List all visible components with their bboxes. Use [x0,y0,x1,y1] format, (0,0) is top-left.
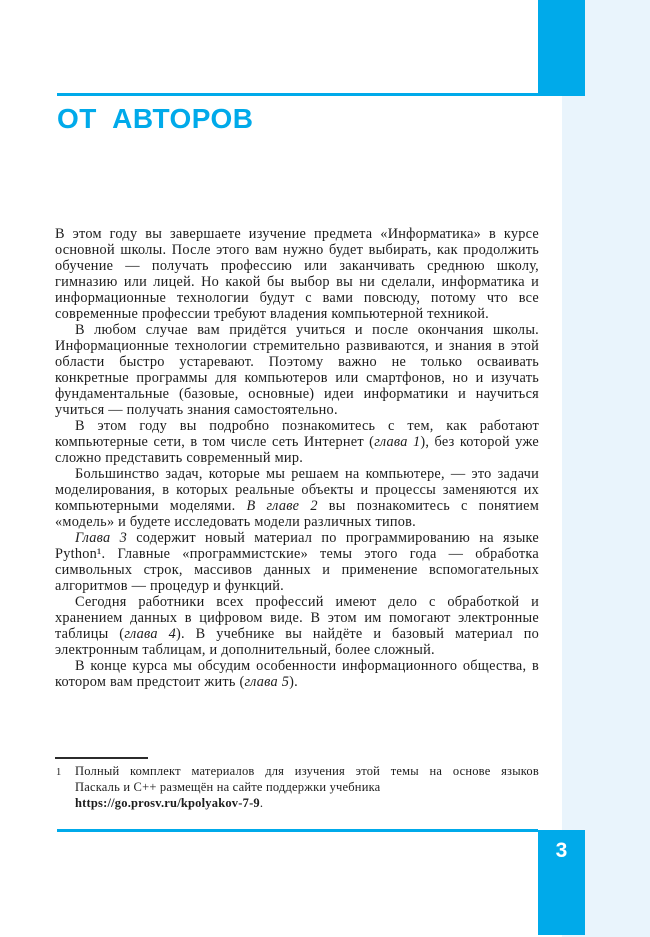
right-margin-band [562,0,650,937]
bottom-rule [57,829,538,832]
footnote [55,757,539,812]
body-text [55,226,539,690]
paragraph: Сегодня работники всех профессий имеют дело с обработкой и хранением данных в цифровом виде. В этом им помогают электронные таблицы (глава 4). В учебнике вы найдёте и базовый материал по электронным таблицам, и дополнительный, более сложный. [55,594,539,658]
page-number: 3 [555,839,568,862]
paragraph: В этом году вы завершаете изучение предмета «Информатика» в курсе основной школы. После этого вам нужно будет выбирать, как продолжить обучение — получать профессию или заканчивать среднюю школу, гимназию или лицей. Но какой бы выбор вы ни сделали, информатика и информационные технологии будут с вами повсюду, потому что все современные профессии требуют владения компьютерной техникой. [55,226,539,322]
top-rule [57,93,585,96]
paragraph: Глава 3 содержит новый материал по программированию на языке Python¹. Главные «программистские» темы этого года — обработка символьных строк, массивов данных и применение вспомогательных алгоритмов — процедур и функций. [55,530,539,594]
footnote-line: Полный комплект материалов для изучения этой темы на основе языков [75,764,539,778]
page-title: ОТ АВТОРОВ [57,103,254,134]
paragraph: В этом году вы подробно познакомитесь с тем, как работают компьютерные сети, в том числе сеть Интернет (глава 1), без которой уже сложно представить современный мир. [55,418,539,466]
page-number-box [538,830,585,935]
footnote-marker: 1 [56,767,62,778]
paragraph: В любом случае вам придётся учиться и после окончания школы. Информационные технологии стремительно развиваются, и знания в этой области быстро устаревают. Поэтому важно не только осваивать конкретные программы для компьютеров или смартфонов, но и изучать фундаментальные (базовые, основные) идеи информатики и научиться учиться — получать знания самостоятельно. [55,322,539,418]
paragraph: В конце курса мы обсудим особенности информационного общества, в котором вам предстоит жить (глава 5). [55,658,539,690]
footnote-rule [55,757,148,759]
top-corner-box [538,0,585,96]
footnote-lines [55,763,539,812]
paragraph: Большинство задач, которые мы решаем на компьютере, — это задачи моделирования, в которых реальные объекты и процессы заменяются их компьютерными моделями. В главе 2 вы познакомитесь с понятием «модель» и будете исследовать модели различных типов. [55,466,540,530]
footnote-line: https://go.prosv.ru/kpolyakov-7-9. [75,796,264,811]
footnote-line: Паскаль и C++ размещён на сайте поддержки учебника [75,780,381,795]
